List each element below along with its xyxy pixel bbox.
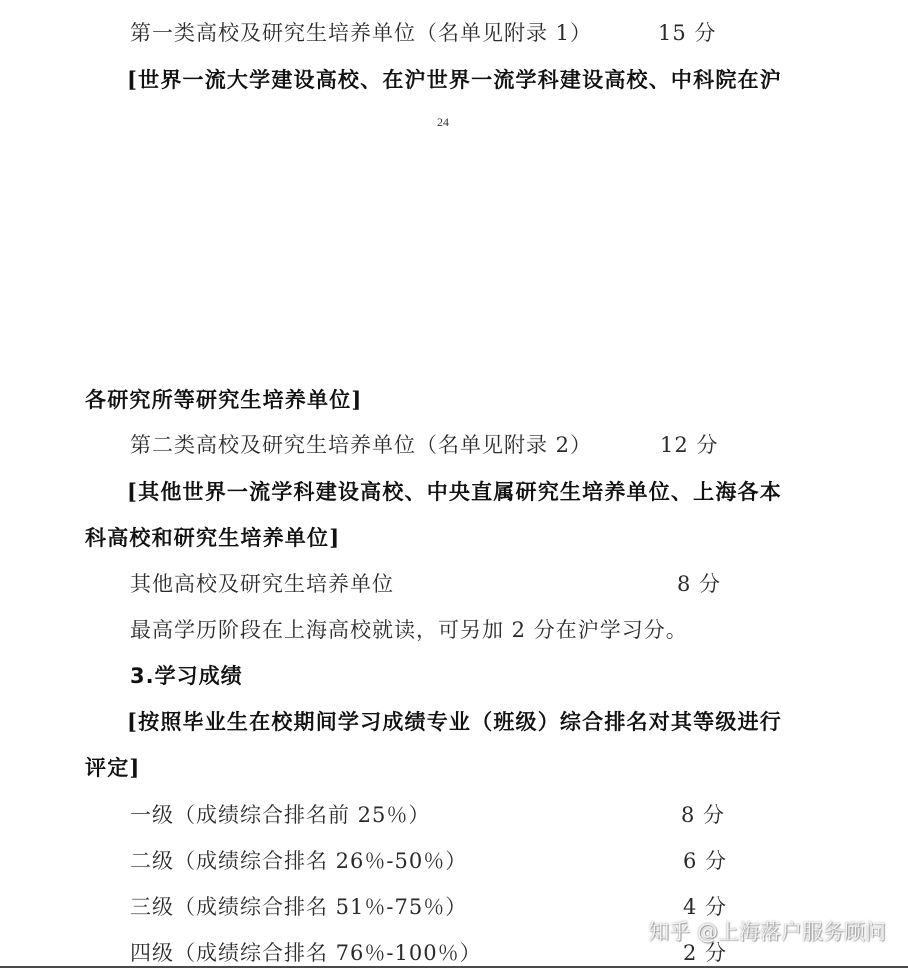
category3-score: 8 分 — [677, 572, 722, 596]
category1-score: 15 分 — [658, 21, 717, 45]
zhihu-watermark: 知乎 @上海落户服务顾问 — [648, 920, 886, 944]
section3-note-line1: [按照毕业生在校期间学习成绩专业（班级）综合排名对其等级进行 — [127, 709, 782, 734]
page-number: 24 — [437, 115, 449, 129]
grade-4-label: 四级（成绩综合排名 76％-100％） — [130, 941, 482, 965]
section3-note-line2: 评定] — [85, 755, 141, 780]
grade-4-score: 2 分 — [683, 941, 728, 965]
grade-3-score: 4 分 — [683, 895, 728, 919]
category1-note-line1: [世界一流大学建设高校、在沪世界一流学科建设高校、中科院在沪 — [127, 67, 782, 92]
section3-heading: 3.学习成绩 — [130, 664, 243, 688]
grade-2-label: 二级（成绩综合排名 26％-50％） — [130, 849, 468, 873]
grade-3-label: 三级（成绩综合排名 51％-75％） — [130, 895, 468, 919]
grade-1-label: 一级（成绩综合排名前 25％） — [130, 803, 431, 827]
category2-note-line2: 科高校和研究生培养单位] — [85, 525, 341, 550]
shanghai-bonus-text: 最高学历阶段在上海高校就读，可另加 2 分在沪学习分。 — [130, 618, 688, 642]
category2-label: 第二类高校及研究生培养单位（名单见附录 2） — [130, 433, 593, 457]
category1-label: 第一类高校及研究生培养单位（名单见附录 1） — [130, 21, 593, 45]
grade-2-score: 6 分 — [683, 849, 728, 873]
category2-note-line1: [其他世界一流学科建设高校、中央直属研究生培养单位、上海各本 — [127, 479, 782, 504]
category3-label: 其他高校及研究生培养单位 — [130, 572, 394, 596]
category1-note-line2: 各研究所等研究生培养单位] — [85, 387, 363, 412]
grade-1-score: 8 分 — [681, 803, 726, 827]
category2-score: 12 分 — [660, 433, 719, 457]
bottom-rule — [0, 966, 908, 968]
